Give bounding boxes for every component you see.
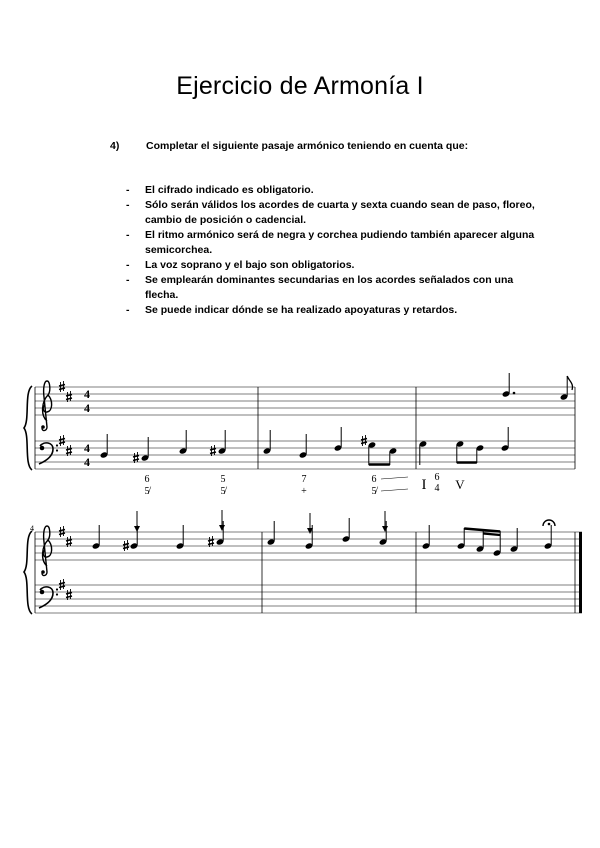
- key-sharp-c-bass-2: [66, 589, 72, 600]
- treble-clef-2: [41, 526, 51, 576]
- bass-note: [218, 430, 227, 455]
- bass-note: [299, 434, 308, 459]
- key-sharp-c-bass-1: [66, 445, 72, 456]
- accidental-sharp: [361, 435, 367, 446]
- exercise-instruction: Completar el siguiente pasaje armónico teniendo en cuenta que:: [146, 140, 469, 152]
- key-sharp-f-treble-2: [59, 526, 65, 537]
- bass-clef-1: [39, 443, 58, 464]
- bullet-dash: -: [126, 304, 130, 316]
- final-barline: [579, 532, 582, 613]
- cadence-fig-bottom: 4: [434, 483, 440, 494]
- bullet-dash: -: [126, 274, 130, 286]
- soprano-note: [379, 521, 388, 546]
- bass-note: [419, 440, 428, 465]
- barlines-2: [35, 532, 575, 613]
- figure-top: 6: [371, 474, 377, 485]
- accidental-sharp: [133, 452, 139, 463]
- condition-text: Se puede indicar dónde se ha realizado apoyaturas y retardos.: [145, 304, 458, 316]
- soprano-note: [130, 525, 139, 550]
- time-sig-bottom-bass: 4: [84, 455, 90, 469]
- soprano-note: [342, 518, 351, 543]
- condition-text: El ritmo armónico será de negra y corchea pudiendo también aparecer alguna semicorchea.: [145, 229, 535, 256]
- bass-note: [501, 427, 510, 452]
- time-sig-top-treble: 4: [84, 387, 90, 401]
- treble-staff-1: [35, 387, 575, 415]
- down-arrow-icon: [219, 510, 225, 531]
- figure-bottom: 5̸: [371, 486, 377, 497]
- figure-top: 5: [220, 474, 226, 485]
- brace-1: [24, 386, 32, 470]
- cadence-dominant: V: [455, 477, 465, 492]
- treble-clef-1: [41, 381, 51, 431]
- eighth-note: [560, 376, 573, 401]
- condition-text: La voz soprano y el bajo son obligatorios.: [145, 259, 355, 271]
- down-arrow-icon: [382, 511, 388, 532]
- continuation-lines: [381, 477, 408, 491]
- key-sharp-f-bass-1: [59, 435, 65, 446]
- accidental-sharp: [208, 536, 214, 547]
- soprano-note: [92, 525, 101, 550]
- dotted-quarter: [502, 373, 516, 398]
- fermata-icon: [543, 520, 555, 526]
- beamed-eighths: [456, 440, 485, 463]
- bullet-dash: -: [126, 184, 130, 196]
- accidental-sharp: [210, 445, 216, 456]
- condition-text: El cifrado indicado es obligatorio.: [145, 184, 314, 196]
- bullet-dash: -: [126, 199, 130, 211]
- soprano-note: [544, 525, 553, 550]
- figure-bottom: +: [301, 486, 307, 497]
- system-2: [24, 510, 582, 614]
- soprano-note: [267, 521, 276, 546]
- beamed-eighths: [368, 441, 398, 465]
- accidental-sharp: [123, 540, 129, 551]
- system-1: [24, 373, 575, 497]
- exercise-number: 4): [110, 140, 120, 152]
- bass-clef-2: [39, 587, 58, 608]
- condition-text: Se emplearán dominantes secundarias en los acordes señalados con una flecha.: [145, 274, 514, 301]
- cadence-fig-top: 6: [434, 472, 440, 483]
- measure-number: 4: [30, 524, 34, 533]
- key-sharp-f-treble-1: [59, 381, 65, 392]
- figure-top: 7: [301, 474, 307, 485]
- time-sig-bottom-treble: 4: [84, 401, 90, 415]
- soprano-note: [216, 521, 225, 546]
- bass-staff-2: [35, 585, 582, 613]
- figure-bottom: 5̸: [144, 486, 150, 497]
- key-sharp-f-bass-2: [59, 579, 65, 590]
- bass-note: [334, 427, 343, 452]
- bullet-dash: -: [126, 259, 130, 271]
- condition-text: Sólo serán válidos los acordes de cuarta y sexta cuando sean de paso, floreo, cambio de posición o cadencial.: [145, 199, 535, 226]
- bass-note: [100, 434, 109, 459]
- soprano-note: [176, 525, 185, 550]
- key-sharp-c-treble-1: [66, 391, 72, 402]
- soprano-note: [422, 525, 431, 550]
- beamed-eighth-sixteenths: [457, 528, 502, 557]
- key-sharp-c-treble-2: [66, 536, 72, 547]
- page-title: Ejercicio de Armonía I: [176, 72, 424, 100]
- figure-bottom: 5̸: [220, 486, 226, 497]
- cadence-roman: I: [421, 477, 427, 493]
- bullet-dash: -: [126, 229, 130, 241]
- time-sig-top-bass: 4: [84, 441, 90, 455]
- bass-note: [179, 430, 188, 455]
- figure-top: 6: [144, 474, 150, 485]
- bass-note: [263, 430, 272, 455]
- brace-2: [24, 531, 32, 614]
